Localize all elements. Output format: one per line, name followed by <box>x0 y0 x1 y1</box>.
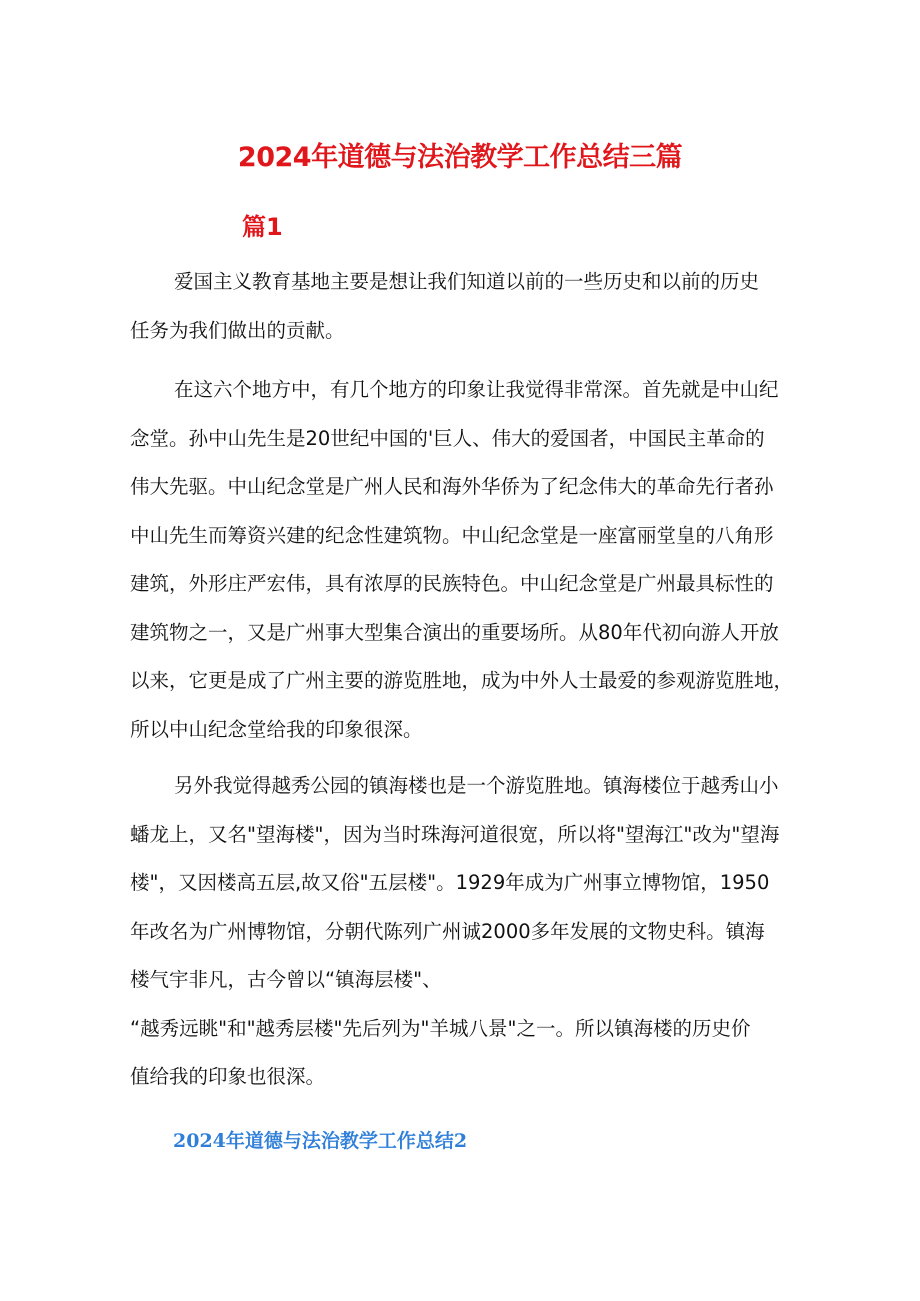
paragraph-line: “越秀远眺"和"越秀层楼"先后列为"羊城八景"之一。所以镇海楼的历史价 <box>130 1016 751 1040</box>
paragraph-line: 值给我的印象也很深。 <box>130 1065 326 1088</box>
paragraph-line: 以来，它更是成了广州主要的游览胜地，成为中外人士最爱的参观游览胜地， <box>130 669 794 692</box>
section-heading: 篇1 <box>242 213 283 241</box>
paragraph-line: 楼气宇非凡，古今曾以“镇海层楼"、 <box>130 968 442 991</box>
paragraph-line: 楼"，又因楼高五层,故又俗"五层楼"。1929年成为广州事立博物馆，1950 <box>130 871 770 894</box>
paragraph-line: 蟠龙上，又名"望海楼"，因为当时珠海河道很宽，所以将"望海江"改为"望海 <box>130 822 780 846</box>
next-section-link[interactable]: 2024年道德与法治教学工作总结2 <box>173 1130 468 1152</box>
paragraph-line: 任务为我们做出的贡献。 <box>130 318 345 342</box>
paragraph-line: 所以中山纪念堂给我的印象很深。 <box>130 717 423 741</box>
paragraph-line: 建筑，外形庄严宏伟，具有浓厚的民族特色。中山纪念堂是广州最具标性的 <box>130 572 774 595</box>
paragraph-line: 伟大先驱。中山纪念堂是广州人民和海外华侨为了纪念伟大的革命先行者孙 <box>130 475 774 498</box>
paragraph-line: 爱国主义教育基地主要是想让我们知道以前的一些历史和以前的历史 <box>174 270 760 293</box>
paragraph-1 <box>130 258 790 355</box>
paragraph-3 <box>130 762 790 1102</box>
paragraph-line: 建筑物之一，又是广州事大型集合演出的重要场所。从80年代初向游人开放 <box>130 620 779 644</box>
paragraph-2 <box>130 366 794 754</box>
paragraph-line: 念堂。孙中山先生是20世纪中国的'巨人、伟大的爱国者，中国民主革命的 <box>130 426 765 450</box>
paragraph-line: 另外我觉得越秀公园的镇海楼也是一个游览胜地。镇海楼位于越秀山小 <box>174 774 779 797</box>
document-title: 2024年道德与法治教学工作总结三篇 <box>237 142 683 173</box>
paragraph-line: 中山先生而筹资兴建的纪念性建筑物。中山纪念堂是一座富丽堂皇的八角形 <box>130 523 774 547</box>
paragraph-line: 年改名为广州博物馆，分朝代陈列广州诚2000多年发展的文物史科。镇海 <box>130 919 765 943</box>
paragraph-line: 在这六个地方中，有几个地方的印象让我觉得非常深。首先就是中山纪 <box>174 378 779 401</box>
